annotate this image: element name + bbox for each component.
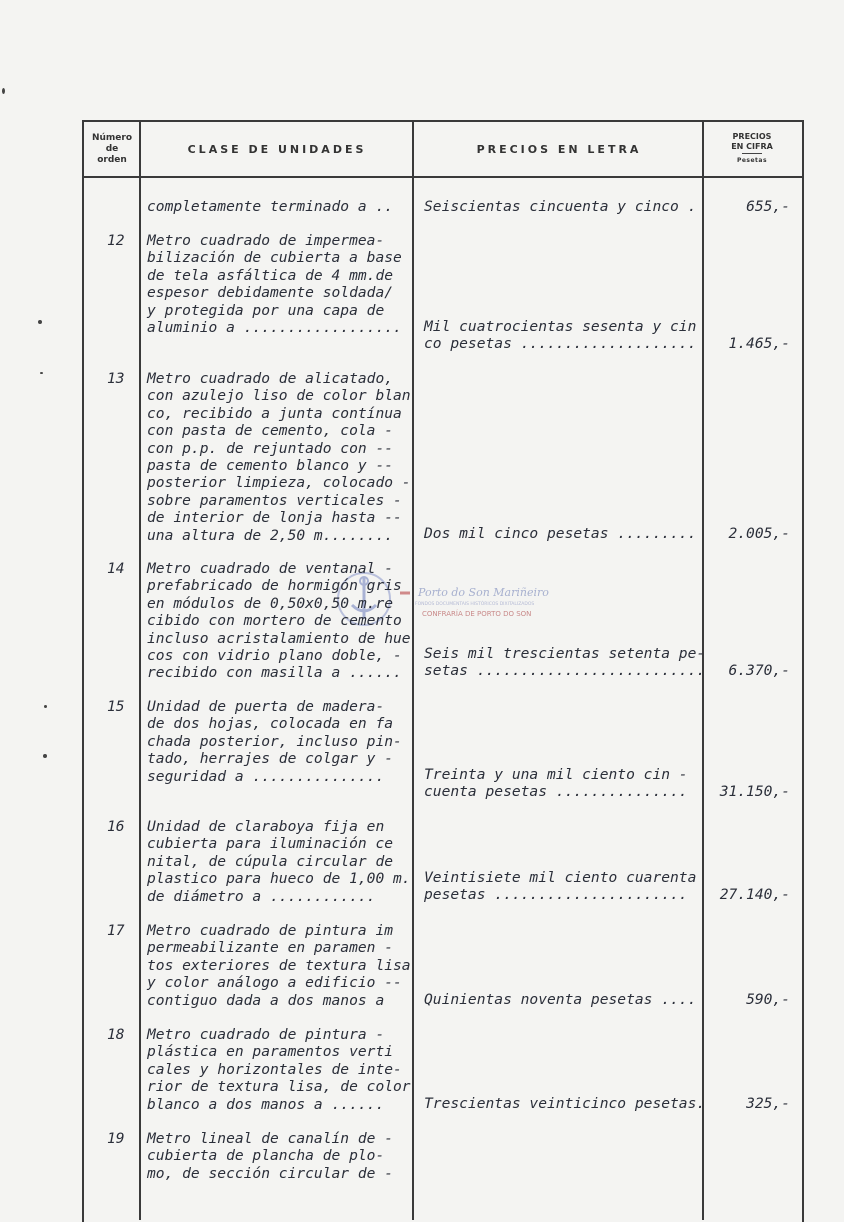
item-price-words-line: Trescientas veinticinco pesetas. <box>424 1095 706 1112</box>
item-price-words-line: Dos mil cinco pesetas ......... <box>424 525 697 542</box>
item-description-line: tado, herrajes de colgar y - <box>147 750 394 768</box>
column-divider-clase <box>412 120 414 1220</box>
item-description-line: bilización de cubierta a base <box>147 249 402 267</box>
item-description-line: permeabilizante en paramen - <box>147 939 394 957</box>
header-divider <box>82 176 802 178</box>
item-description-line: Metro cuadrado de ventanal - <box>147 560 394 577</box>
item-number: 16 <box>107 818 125 835</box>
item-description-line: cales y horizontales de inte- <box>147 1060 402 1078</box>
item-price-figure: 1.465,- <box>728 335 790 352</box>
scan-speck <box>40 372 43 374</box>
header-cifra-line1: PRECIOS <box>732 132 772 141</box>
scan-speck <box>44 705 47 708</box>
item-description-line: incluso acristalamiento de hue <box>147 629 411 647</box>
scan-speck <box>43 754 47 758</box>
item-price-words-line: setas .......................... <box>424 662 706 680</box>
item-description-line: nital, de cúpula circular de <box>147 852 394 870</box>
watermark-org: CONFRARÍA DE PORTO DO SON <box>422 610 532 618</box>
header-numero-line1: Número <box>91 132 133 143</box>
header-numero-orden <box>84 122 140 176</box>
item-price-words-line: pesetas ...................... <box>424 886 688 904</box>
item-price-figure: 6.370,- <box>728 662 790 679</box>
item-description-line: chada posterior, incluso pin- <box>147 732 402 750</box>
item-description-line: co, recibido a junta contínua <box>147 404 402 422</box>
item-number: 18 <box>107 1026 125 1043</box>
item-description-line: contiguo dada a dos manos a <box>147 991 385 1009</box>
item-description-line: de tela asfáltica de 4 mm.de <box>147 266 394 284</box>
item-description-line: con pasta de cemento, cola - <box>147 422 394 440</box>
item-price-figure: 655,- <box>746 198 790 215</box>
item-description-line: cos con vidrio plano doble, - <box>147 647 402 664</box>
item-number: 15 <box>107 698 125 715</box>
item-description-line: blanco a dos manos a ...... <box>147 1095 385 1113</box>
item-number: 12 <box>107 232 125 249</box>
item-number: 19 <box>107 1130 125 1147</box>
item-description-line: Metro cuadrado de alicatado, <box>147 370 394 387</box>
scan-speck <box>2 88 5 94</box>
watermark-title: Porto do Son Mariñeiro <box>418 586 549 599</box>
item-description-line: cibido con mortero de cemento <box>147 612 402 630</box>
item-description-line: seguridad a ............... <box>147 767 385 785</box>
item-price-words-line: Seiscientas cincuenta y cinco . <box>424 198 697 215</box>
item-description-line: de interior de lonja hasta -- <box>147 509 402 527</box>
item-description-line: en módulos de 0,50x0,50 m.re <box>147 594 394 612</box>
item-price-words-line: co pesetas .................... <box>424 335 697 353</box>
item-price-figure: 590,- <box>746 991 790 1008</box>
item-number: 14 <box>107 560 125 577</box>
item-description-line: de dos hojas, colocada en fa <box>147 715 394 733</box>
item-description-line: aluminio a .................. <box>147 319 402 336</box>
item-description-line: Metro cuadrado de pintura - <box>147 1026 385 1043</box>
item-price-words-line: Seis mil trescientas setenta pe- <box>424 645 706 662</box>
header-numero-line3: orden <box>97 154 127 165</box>
item-description-line: y protegida por una capa de <box>147 301 385 319</box>
item-description-line: con p.p. de rejuntado con -- <box>147 439 394 457</box>
header-precios-letra: PRECIOS EN LETRA <box>476 142 642 156</box>
item-description-line: mo, de sección circular de - <box>147 1164 394 1182</box>
item-price-words-line: Veintisiete mil ciento cuarenta <box>424 869 697 886</box>
item-description-line: pasta de cemento blanco y -- <box>147 457 394 474</box>
item-price-figure: 325,- <box>746 1095 790 1112</box>
item-description-line: Metro cuadrado de impermea- <box>147 232 385 249</box>
scan-speck <box>38 320 42 324</box>
item-description-line: recibido con masilla a ...... <box>147 664 402 682</box>
item-price-words-line: cuenta pesetas ............... <box>424 783 688 801</box>
item-description-line: plástica en paramentos verti <box>147 1043 394 1061</box>
item-description-line: una altura de 2,50 m........ <box>147 526 394 544</box>
item-description-line: Unidad de puerta de madera- <box>147 698 385 715</box>
item-price-words-line: Treinta y una mil ciento cin - <box>424 766 688 783</box>
item-description-line: Metro lineal de canalín de - <box>147 1130 394 1147</box>
header-clase-unidades: CLASE DE UNIDADES <box>187 142 367 156</box>
item-number: 13 <box>107 370 125 387</box>
column-divider-num <box>139 120 141 1220</box>
item-description-line: con azulejo liso de color blan <box>147 387 411 405</box>
item-description-line: completamente terminado a .. <box>147 198 394 215</box>
item-description-line: cubierta para iluminación ce <box>147 835 394 853</box>
item-description-line: y color análogo a edificio -- <box>147 974 402 992</box>
item-number: 17 <box>107 922 125 939</box>
item-description-line: plastico para hueco de 1,00 m. <box>147 870 411 888</box>
header-precios-cifra <box>705 122 799 176</box>
header-cifra-line2: EN CIFRA <box>731 142 773 151</box>
item-description-line: cubierta de plancha de plo- <box>147 1147 385 1165</box>
item-description-line: sobre paramentos verticales - <box>147 491 402 509</box>
header-numero-line2: de <box>105 143 119 154</box>
item-description-line: de diámetro a ............ <box>147 887 376 905</box>
item-price-figure: 27.140,- <box>719 886 790 903</box>
item-price-words-line: Mil cuatrocientas sesenta y cin <box>424 318 697 335</box>
item-description-line: Metro cuadrado de pintura im <box>147 922 394 939</box>
item-description-line: prefabricado de hormigón gris <box>147 577 402 595</box>
item-description-line: rior de textura lisa, de color <box>147 1078 411 1096</box>
item-description-line: posterior limpieza, colocado - <box>147 474 411 492</box>
item-description-line: Unidad de claraboya fija en <box>147 818 385 835</box>
header-cifra-rule <box>742 153 762 154</box>
item-description-line: espesor debidamente soldada/ <box>147 284 394 302</box>
item-description-line: tos exteriores de textura lisa <box>147 956 411 974</box>
header-pesetas: Pesetas <box>736 157 768 164</box>
item-price-figure: 31.150,- <box>719 783 790 800</box>
item-price-words-line: Quinientas noventa pesetas .... <box>424 991 697 1008</box>
watermark-subtitle: FONDOS DOCUMENTAIS HISTÓRICOS DIXITALIZADOS <box>415 602 535 607</box>
item-price-figure: 2.005,- <box>728 525 790 542</box>
